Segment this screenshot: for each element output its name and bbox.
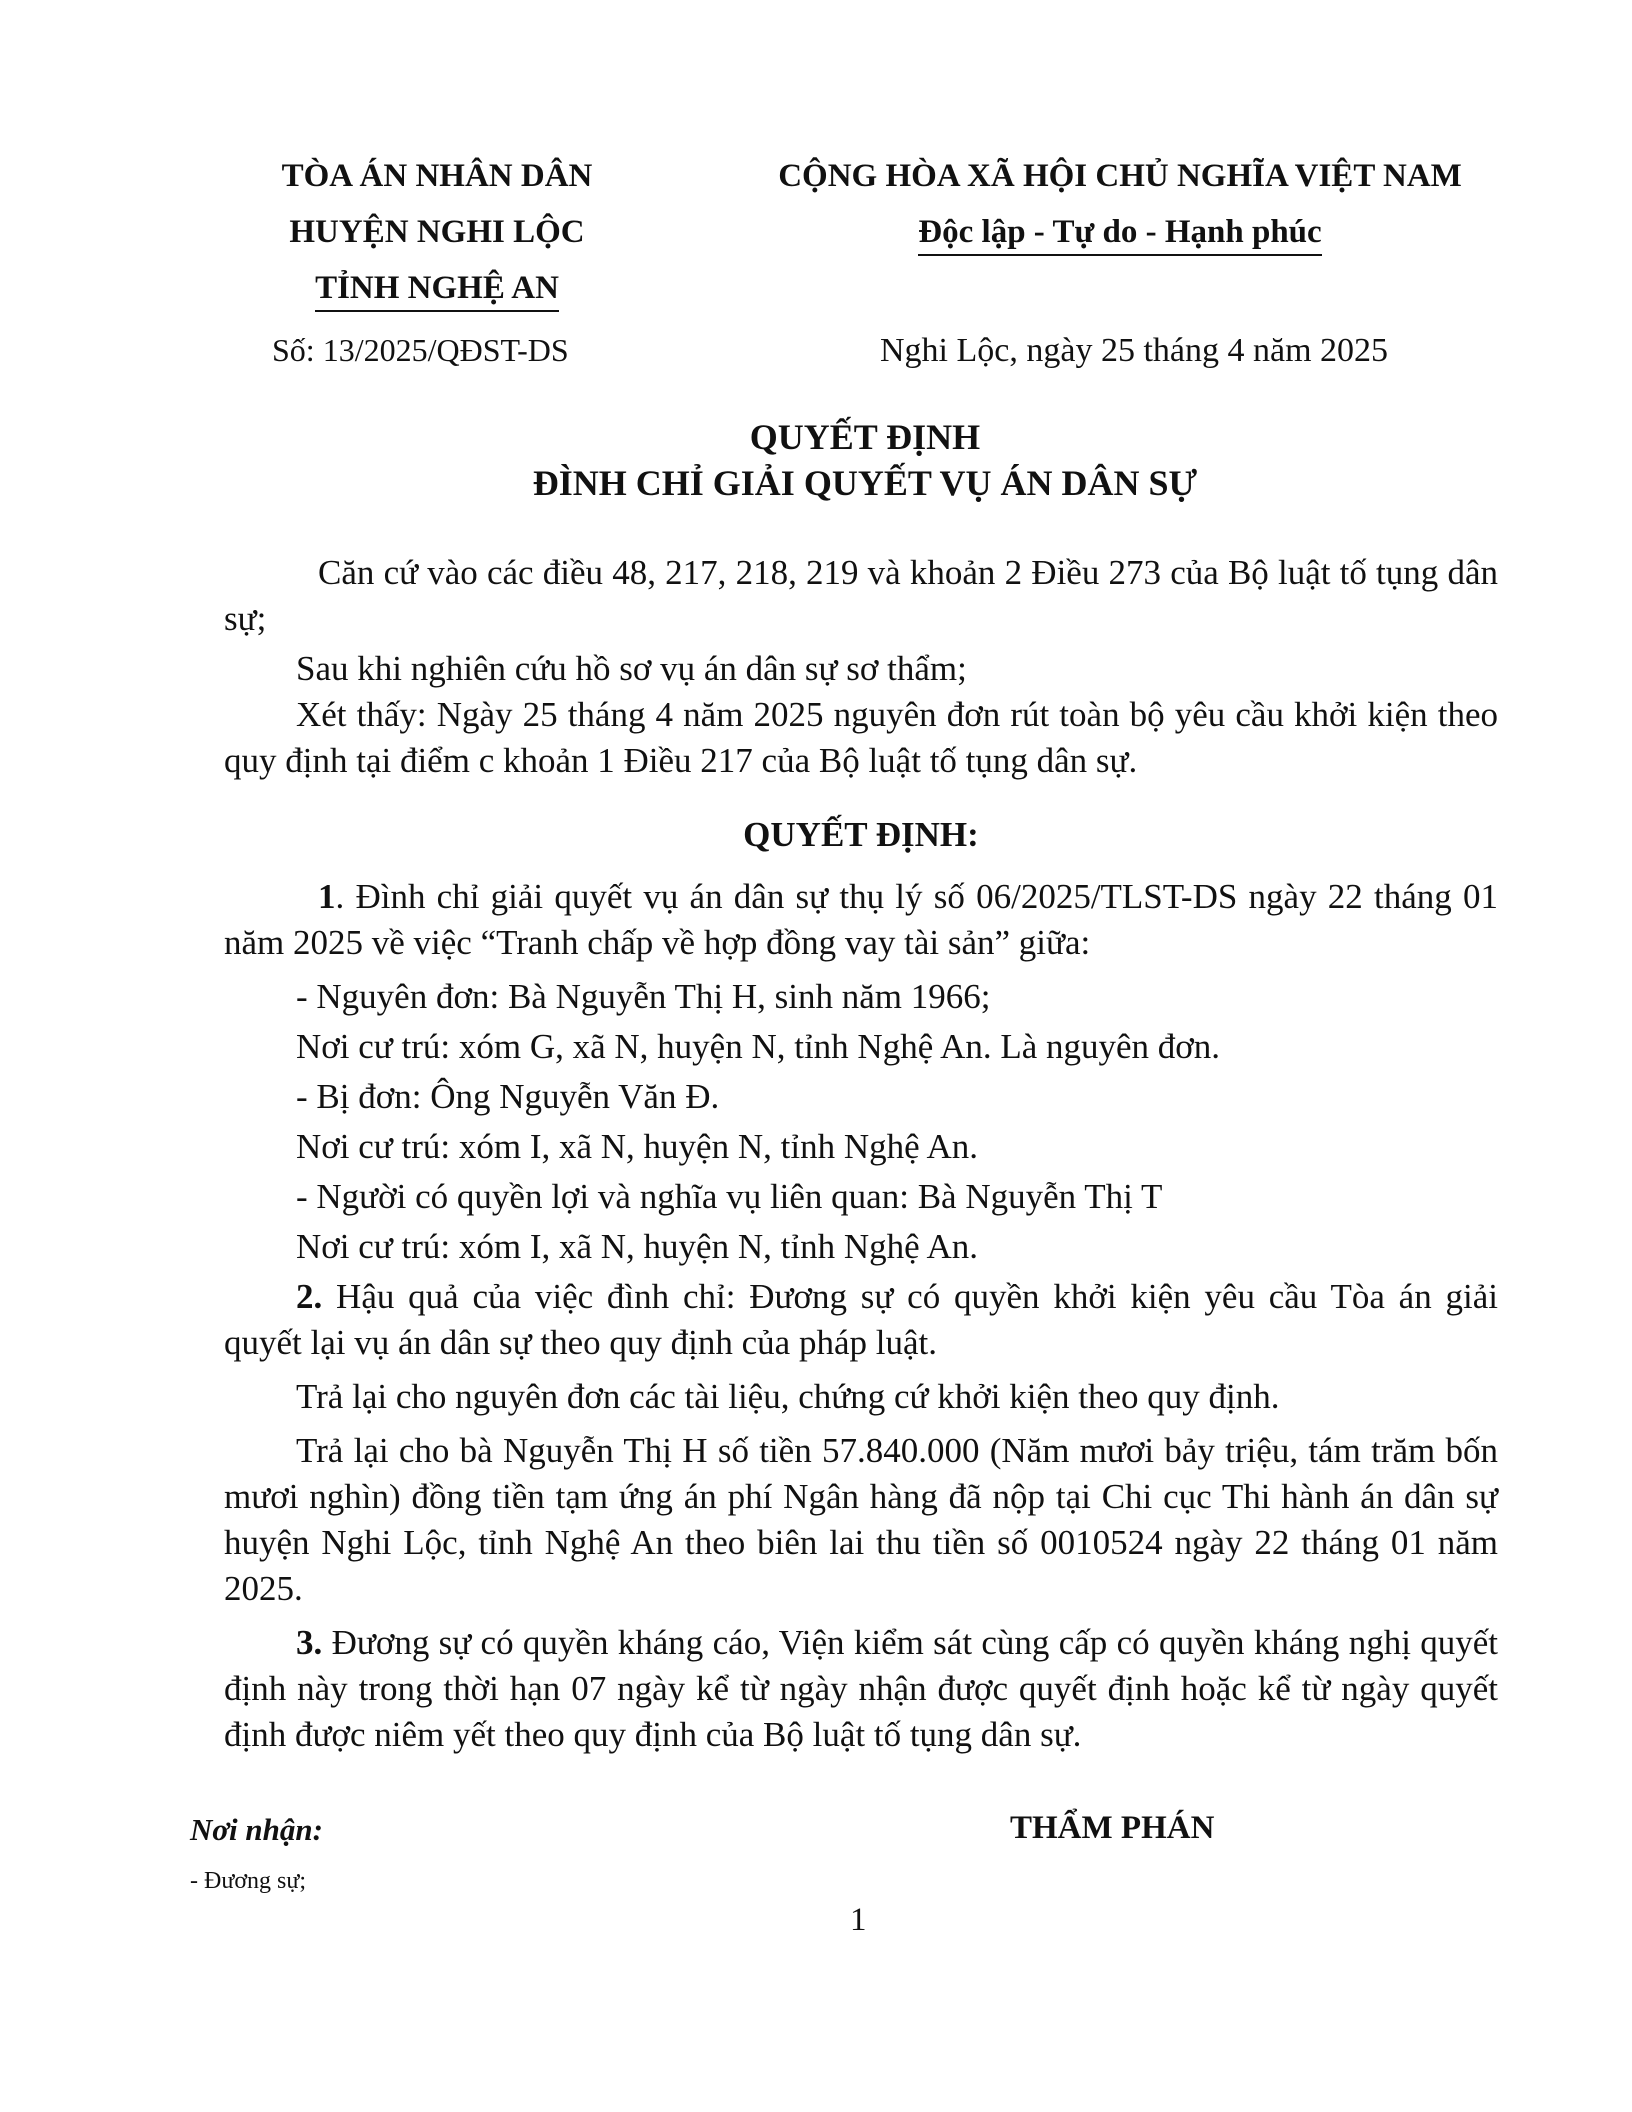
item-2-number: 2. bbox=[296, 1277, 323, 1316]
related-party-residence: Nơi cư trú: xóm I, xã N, huyện N, tỉnh Nghệ An. bbox=[296, 1227, 978, 1266]
court-line-2: HUYỆN NGHI LỘC bbox=[289, 214, 585, 250]
document-body bbox=[224, 550, 1498, 1758]
defendant-residence: Nơi cư trú: xóm I, xã N, huyện N, tỉnh Nghệ An. bbox=[296, 1127, 978, 1166]
item-2-refund: Trả lại cho bà Nguyễn Thị H số tiền 57.840.000 (Năm mươi bảy triệu, tám trăm bốn mươi nghìn) đồng tiền tạm ứng án phí Ngân hàng đã nộp tại Chi cục Thi hành án dân sự huyện Nghi Lộc, tỉnh Nghệ An theo biên lai thu tiền số 0010524 ngày 22 tháng 01 năm 2025. bbox=[224, 1431, 1498, 1608]
court-header bbox=[262, 148, 612, 316]
document-number: Số: 13/2025/QĐST-DS bbox=[272, 332, 569, 368]
plaintiff-line: - Nguyên đơn: Bà Nguyễn Thị H, sinh năm 1966; bbox=[296, 977, 991, 1016]
defendant-line: - Bị đơn: Ông Nguyễn Văn Đ. bbox=[296, 1077, 720, 1116]
item-3 bbox=[224, 1620, 1498, 1758]
recipients-label: Nơi nhận: bbox=[190, 1812, 323, 1847]
place-date: Nghi Lộc, ngày 25 tháng 4 năm 2025 bbox=[880, 332, 1389, 369]
plaintiff-residence: Nơi cư trú: xóm G, xã N, huyện N, tỉnh Nghệ An. Là nguyên đơn. bbox=[296, 1027, 1221, 1066]
national-header bbox=[760, 148, 1480, 260]
title-line-2: ĐÌNH CHỈ GIẢI QUYẾT VỤ ÁN DÂN SỰ bbox=[532, 463, 1198, 503]
preamble-legal-basis: Căn cứ vào các điều 48, 217, 218, 219 và khoản 2 Điều 273 của Bộ luật tố tụng dân sự; bbox=[224, 553, 1498, 638]
document-title bbox=[200, 414, 1530, 506]
court-line-1: TÒA ÁN NHÂN DÂN bbox=[281, 158, 593, 194]
decision-heading: QUYẾT ĐỊNH: bbox=[743, 815, 979, 854]
recipient-item: - Đương sự; bbox=[190, 1868, 307, 1894]
item-2-return-documents: Trả lại cho nguyên đơn các tài liệu, chứng cứ khởi kiện theo quy định. bbox=[296, 1377, 1280, 1416]
preamble-consideration: Xét thấy: Ngày 25 tháng 4 năm 2025 nguyên đơn rút toàn bộ yêu cầu khởi kiện theo quy định tại điểm c khoản 1 Điều 217 của Bộ luật tố tụng dân sự. bbox=[224, 695, 1498, 780]
item-3-number: 3. bbox=[296, 1623, 323, 1662]
preamble-review: Sau khi nghiên cứu hồ sơ vụ án dân sự sơ thẩm; bbox=[296, 649, 967, 688]
item-1-number: 1 bbox=[318, 877, 336, 916]
judge-title: THẨM PHÁN bbox=[1010, 1810, 1215, 1846]
item-2-text: Hậu quả của việc đình chỉ: Đương sự có quyền khởi kiện yêu cầu Tòa án giải quyết lại vụ án dân sự theo quy định của pháp luật. bbox=[224, 1277, 1498, 1362]
item-1-text: . Đình chỉ giải quyết vụ án dân sự thụ lý số 06/2025/TLST-DS ngày 22 tháng 01 năm 2025 về việc “Tranh chấp về hợp đồng vay tài sản” giữa: bbox=[224, 877, 1498, 962]
item-2 bbox=[224, 1274, 1498, 1366]
related-party-line: - Người có quyền lợi và nghĩa vụ liên quan: Bà Nguyễn Thị T bbox=[296, 1177, 1163, 1216]
page-number: 1 bbox=[850, 1902, 867, 1938]
country-name: CỘNG HÒA XÃ HỘI CHỦ NGHĨA VIỆT NAM bbox=[778, 158, 1462, 194]
item-1 bbox=[224, 874, 1498, 966]
national-motto: Độc lập - Tự do - Hạnh phúc bbox=[918, 210, 1321, 256]
item-3-text: Đương sự có quyền kháng cáo, Viện kiểm sát cùng cấp có quyền kháng nghị quyết định này trong thời hạn 07 ngày kể từ ngày nhận được quyết định hoặc kể từ ngày quyết định được niêm yết theo quy định của Bộ luật tố tụng dân sự. bbox=[224, 1623, 1498, 1754]
title-line-1: QUYẾT ĐỊNH bbox=[749, 417, 981, 457]
court-line-3: TỈNH NGHỆ AN bbox=[315, 266, 559, 312]
